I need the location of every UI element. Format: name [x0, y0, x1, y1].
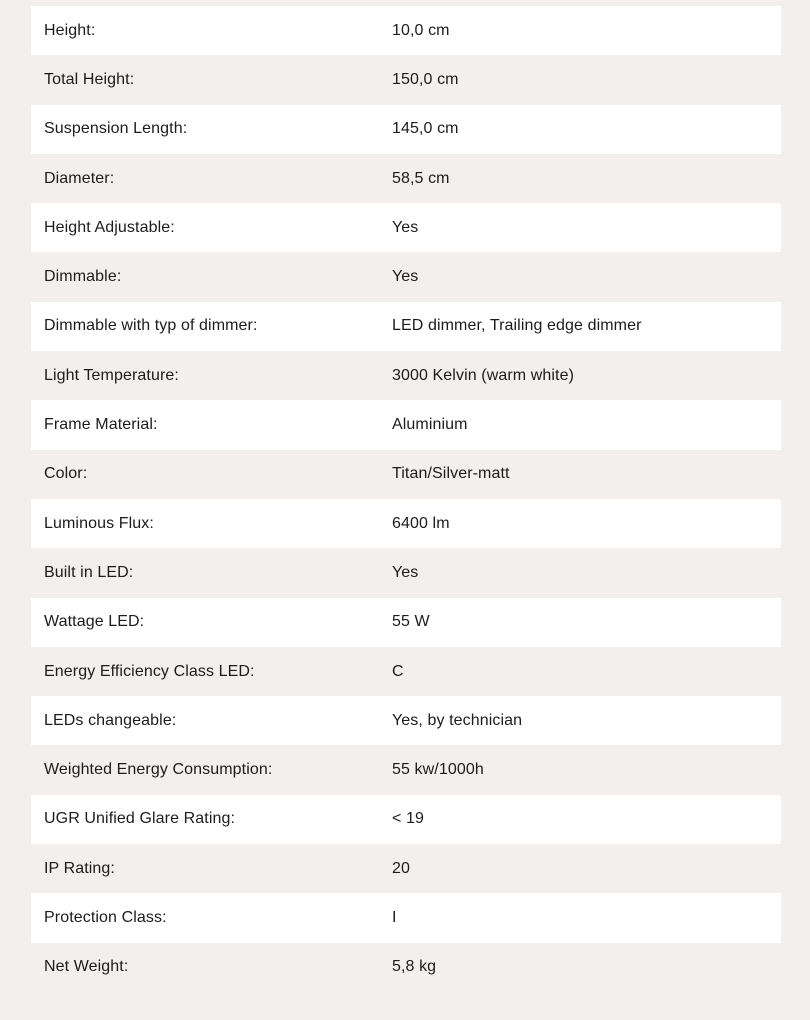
spec-row-energy-class — [31, 647, 781, 696]
spec-value: 58,5 cm — [392, 169, 450, 187]
spec-value: Yes — [392, 268, 419, 286]
spec-row-frame-material — [31, 400, 781, 449]
spec-row-built-in-led — [31, 548, 781, 597]
spec-label: LEDs changeable: — [44, 711, 177, 729]
spec-label: Height Adjustable: — [44, 218, 175, 236]
spec-value: Aluminium — [392, 416, 468, 434]
spec-label: Dimmable with typ of dimmer: — [44, 317, 258, 335]
spec-row-wattage-led — [31, 598, 781, 647]
spec-label: Color: — [44, 465, 88, 483]
spec-row-height-adjustable — [31, 203, 781, 252]
spec-label: Dimmable: — [44, 268, 122, 286]
spec-value: C — [392, 662, 404, 680]
spec-value: 55 W — [392, 613, 430, 631]
spec-label: UGR Unified Glare Rating: — [44, 810, 236, 828]
spec-row-net-weight — [31, 943, 781, 992]
spec-value: Yes — [392, 218, 419, 236]
spec-label: Light Temperature: — [44, 366, 179, 384]
spec-label: Diameter: — [44, 169, 115, 187]
spec-value: 5,8 kg — [392, 958, 437, 976]
spec-label: Wattage LED: — [44, 613, 145, 631]
spec-row-diameter — [31, 154, 781, 203]
spec-value: 6400 lm — [392, 514, 450, 532]
spec-row-ugr — [31, 795, 781, 844]
spec-row-dimmable — [31, 252, 781, 301]
spec-value: I — [392, 908, 397, 926]
spec-table — [31, 6, 781, 992]
spec-label: Suspension Length: — [44, 120, 188, 138]
spec-row-leds-changeable — [31, 696, 781, 745]
spec-value: Titan/Silver-matt — [392, 465, 510, 483]
spec-label: IP Rating: — [44, 859, 115, 877]
spec-row-ip-rating — [31, 844, 781, 893]
spec-value: 10,0 cm — [392, 21, 450, 39]
spec-label: Protection Class: — [44, 908, 167, 926]
spec-label: Energy Efficiency Class LED: — [44, 662, 255, 680]
spec-label: Built in LED: — [44, 563, 134, 581]
spec-row-suspension-length — [31, 105, 781, 154]
spec-row-dimmer-type — [31, 302, 781, 351]
spec-row-height — [31, 6, 781, 55]
spec-label: Total Height: — [44, 70, 135, 88]
spec-value: 3000 Kelvin (warm white) — [392, 366, 575, 384]
spec-value: LED dimmer, Trailing edge dimmer — [392, 317, 642, 335]
spec-row-light-temperature — [31, 351, 781, 400]
spec-row-total-height — [31, 55, 781, 104]
spec-row-protection-class — [31, 893, 781, 942]
spec-row-color — [31, 450, 781, 499]
spec-label: Weighted Energy Consumption: — [44, 761, 273, 779]
spec-value: 55 kw/1000h — [392, 761, 484, 779]
spec-value: 145,0 cm — [392, 120, 459, 138]
spec-label: Frame Material: — [44, 416, 158, 434]
spec-value: 20 — [392, 859, 410, 877]
spec-value: 150,0 cm — [392, 70, 459, 88]
spec-label: Luminous Flux: — [44, 514, 154, 532]
spec-label: Net Weight: — [44, 958, 129, 976]
spec-label: Height: — [44, 21, 96, 39]
spec-row-luminous-flux — [31, 499, 781, 548]
spec-value: Yes, by technician — [392, 711, 523, 729]
spec-row-energy-consumption — [31, 745, 781, 794]
spec-value: Yes — [392, 563, 419, 581]
spec-value: < 19 — [392, 810, 424, 828]
